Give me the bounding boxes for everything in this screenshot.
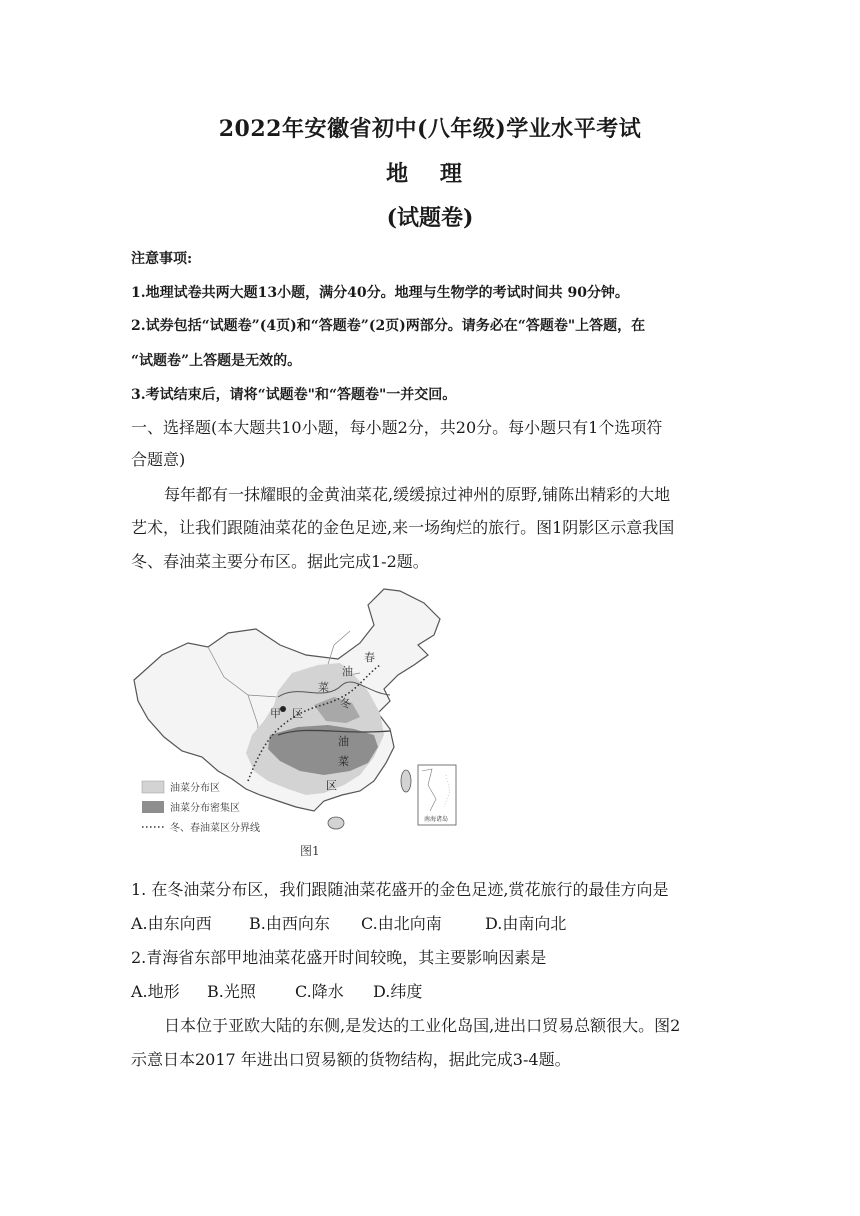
map-label: 冬 xyxy=(340,697,351,710)
passage-line: 示意日本2017 年进出口贸易额的货物结构，据此完成3-4题。 xyxy=(131,1050,571,1069)
legend-swatch-distribution xyxy=(142,781,164,793)
option-a: A.由东向西 xyxy=(131,914,212,933)
question-1-stem: 1. 在冬油菜分布区，我们跟随油菜花盛开的金色足迹,赏花旅行的最佳方向是 xyxy=(131,880,669,899)
notice-item-1: 1.地理试卷共两大题13小题，满分40分。地理与生物学的考试时间共 90分钟。 xyxy=(131,285,629,301)
paper-type: (试题卷) xyxy=(386,205,474,231)
notice-item-2: 2.试券包括“试题卷”(4页)和“答题卷”(2页)两部分。请务必在“答题卷"上答题，在 xyxy=(131,318,646,334)
legend-label: 油菜分布密集区 xyxy=(170,803,240,814)
question-2-stem: 2.青海省东部甲地油菜花盛开时间较晚，其主要影响因素是 xyxy=(131,948,547,967)
option-d: D.由南向北 xyxy=(485,914,567,933)
map-label: 油 xyxy=(338,735,349,748)
option-d: D.纬度 xyxy=(373,982,423,1001)
china-map-image xyxy=(128,585,462,860)
legend-label: 冬、春油菜区分界线 xyxy=(170,823,260,834)
section-heading: 一、选择题(本大题共10小题，每小题2分，共20分。每小题只有1个选项符 xyxy=(131,418,663,437)
option-c: C.降水 xyxy=(295,982,344,1001)
notice-item-3: 3.考试结束后，请将“试题卷"和“答题卷"一并交回。 xyxy=(131,387,457,403)
question-2-options xyxy=(131,979,731,1002)
intro-paragraph-line: 每年都有一抹耀眼的金黄油菜花,缓缓掠过神州的原野,铺陈出精彩的大地 xyxy=(164,485,671,504)
legend-swatch-dense xyxy=(142,801,164,813)
passage-line: 日本位于亚欧大陆的东侧,是发达的工业化岛国,进出口贸易总额很大。图2 xyxy=(164,1016,681,1035)
inset-label: 南海诸岛 xyxy=(424,816,449,823)
map-label: 区 xyxy=(326,779,337,792)
map-label: 菜 xyxy=(318,681,329,694)
map-label: 区 xyxy=(292,707,303,720)
subject-title: 地 理 xyxy=(386,161,474,187)
map-label: 春 xyxy=(364,651,375,664)
intro-paragraph-line: 冬、春油菜主要分布区。据此完成1-2题。 xyxy=(131,552,429,571)
intro-paragraph-line: 艺术，让我们跟随油菜花的金色足迹,来一场绚烂的旅行。图1阴影区示意我国 xyxy=(131,518,675,537)
figure-1-map xyxy=(128,585,462,860)
section-heading-cont: 合题意) xyxy=(131,450,186,469)
option-b: B.光照 xyxy=(207,982,256,1001)
legend-label: 油菜分布区 xyxy=(170,783,220,794)
figure-caption: 图1 xyxy=(300,844,320,858)
notice-heading: 注意事项: xyxy=(131,251,193,267)
notice-item-2-cont: “试题卷”上答题是无效的。 xyxy=(131,353,302,369)
map-label: 甲 xyxy=(270,707,281,720)
option-a: A.地形 xyxy=(131,982,180,1001)
exam-title: 2022年安徽省初中(八年级)学业水平考试 xyxy=(218,116,642,142)
map-label: 油 xyxy=(342,665,353,678)
option-b: B.由西向东 xyxy=(249,914,330,933)
question-1-options xyxy=(131,911,731,934)
option-c: C.由北向南 xyxy=(361,914,442,933)
map-label: 菜 xyxy=(338,755,349,768)
